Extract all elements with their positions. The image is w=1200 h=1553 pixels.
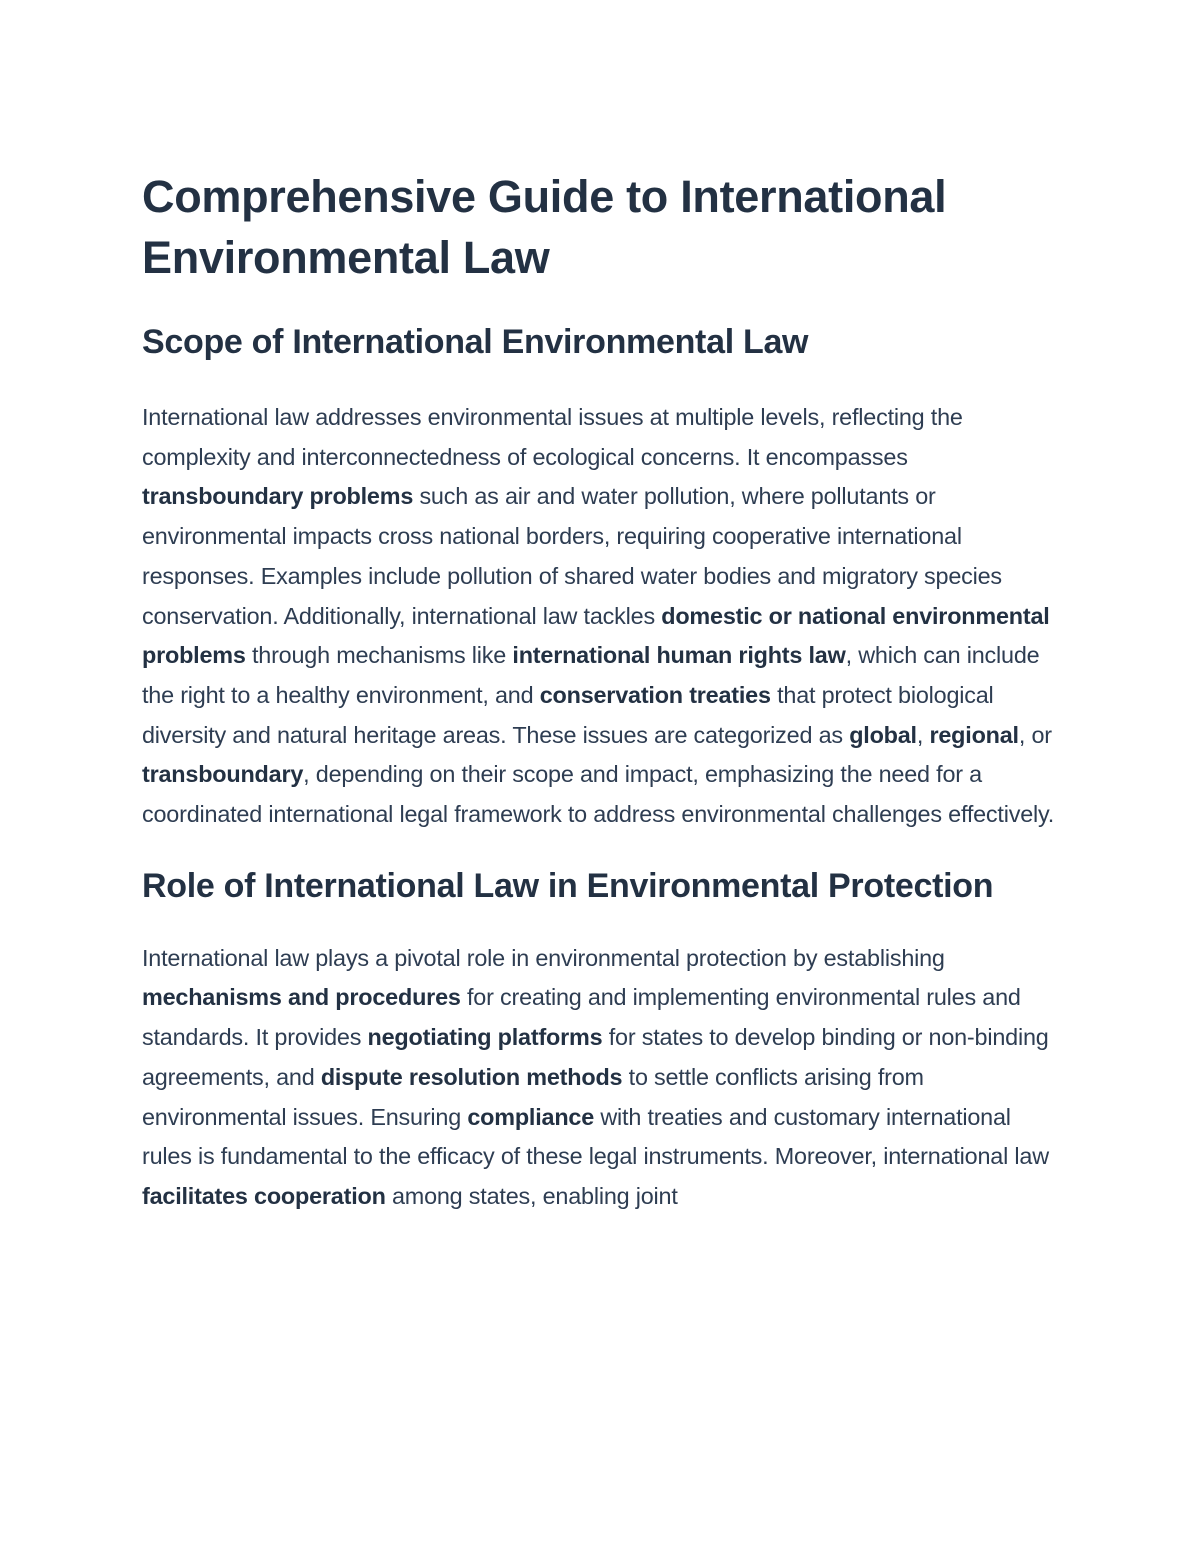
paragraph-text: , depending on their scope and impact, emphasizing the need for a coordinated international legal framework to address environmental challenges effectively.	[142, 761, 1055, 828]
paragraph-text: for creating and implementing environmental rules and standards. It provides	[142, 984, 1021, 1051]
section-heading-role: Role of International Law in Environmental Protection	[142, 866, 994, 905]
paragraph-text: International law addresses environmental issues at multiple levels, reflecting the complexity and interconnectedness of ecological concerns. It encompasses	[142, 404, 963, 470]
bold-term: transboundary problems	[142, 483, 414, 510]
bold-term: negotiating platforms	[367, 1024, 603, 1051]
bold-term: dispute resolution methods	[320, 1063, 623, 1090]
bold-term: domestic or national environmental problems	[142, 602, 1050, 669]
document-title: Comprehensive Guide to International Environmental Law	[142, 171, 947, 283]
paragraph-text: , which can include the right to a healthy environment, and	[142, 642, 1040, 708]
section-paragraph-scope	[142, 398, 1062, 835]
section-heading-scope: Scope of International Environmental Law	[142, 323, 809, 361]
bold-term: facilitates cooperation	[142, 1182, 386, 1209]
bold-term: conservation treaties	[539, 681, 771, 708]
document-page	[142, 166, 1062, 1217]
paragraph-text: such as air and water pollution, where pollutants or environmental impacts cross national borders, requiring cooperative international responses. Examples include pollution of shared water bodies and migratory species conservation. Additionally, international law tackles	[142, 483, 1002, 629]
paragraph-text: for states to develop binding or non-binding agreements, and	[142, 1024, 1049, 1090]
bold-term: transboundary	[142, 761, 304, 788]
bold-term: regional	[929, 721, 1019, 748]
section-paragraph-role	[142, 939, 1062, 1217]
paragraph-text: with treaties and customary international rules is fundamental to the efficacy of these legal instruments. Moreover, international law	[142, 1103, 1049, 1170]
bold-term: compliance	[467, 1103, 595, 1130]
bold-term: mechanisms and procedures	[142, 984, 461, 1011]
paragraph-text: International law plays a pivotal role in environmental protection by establishing	[142, 944, 945, 971]
paragraph-text: ,	[916, 721, 930, 748]
paragraph-text: that protect biological diversity and natural heritage areas. These issues are categorized as	[142, 681, 994, 748]
paragraph-text: through mechanisms like	[245, 642, 513, 669]
bold-term: global	[849, 721, 917, 748]
paragraph-text: to settle conflicts arising from environmental issues. Ensuring	[142, 1063, 924, 1130]
bold-term: international human rights law	[512, 642, 846, 669]
paragraph-text: among states, enabling joint	[385, 1182, 678, 1209]
paragraph-text: , or	[1018, 721, 1052, 748]
